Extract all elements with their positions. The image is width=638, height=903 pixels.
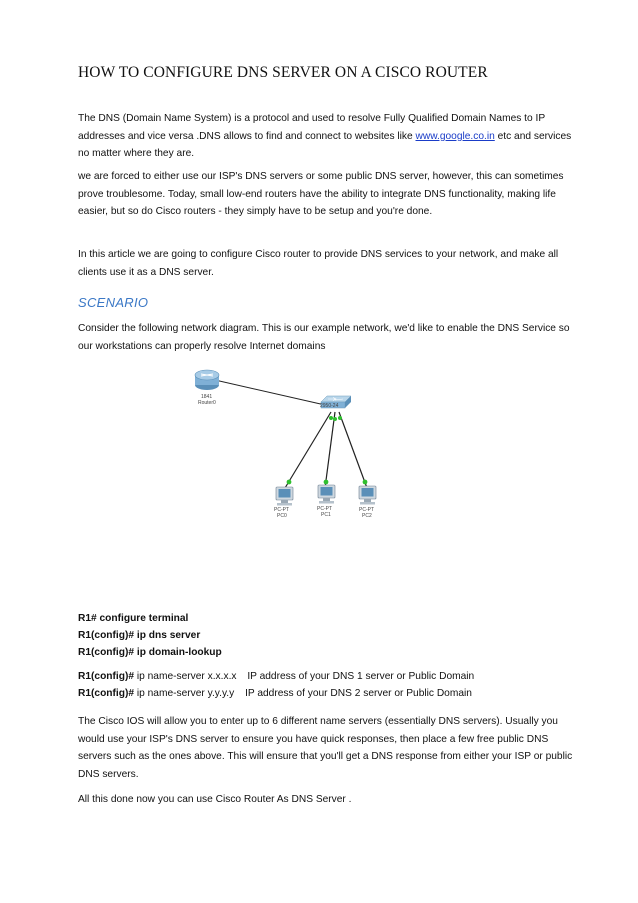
pc0-type-label: PC-PT [274,507,289,513]
router-name-label: Router0 [198,400,216,406]
switch-label: 2950-24 [320,403,339,409]
scenario-heading: SCENARIO [78,295,149,310]
link-status-dot-sw0 [329,416,333,420]
router-icon [195,370,219,390]
closing-paragraph: All this done now you can use Cisco Router As DNS Server . [78,794,352,805]
pc1-type-label: PC-PT [317,506,332,512]
command-block-1 [78,610,598,661]
intro-text-1b: etc and services no matter where they are. [78,130,572,159]
link-status-dot-pc1 [324,480,329,485]
command-block-2 [78,668,598,702]
link-switch-pc0 [285,412,331,488]
command-line: R1(config)# ip dns server [78,630,201,641]
link-switch-pc1 [325,412,335,488]
command-line: R1(config)# ip domain-lookup [78,647,222,658]
link-status-dot-pc0 [287,480,292,485]
router-model-label: 1841 [201,394,213,400]
intro-paragraph-2: we are forced to either use our ISP's DNS servers or some public DNS server, however, this can sometimes prove troublesome. Today, small low-end routers have the ability to integrate DNS functionality, making life easier, but so do Cisco routers - they simply have to be setup and you're done. [78,171,564,217]
pc2-name-label: PC2 [362,513,372,519]
pc1-icon [318,485,335,504]
command-line: R1(config)# ip name-server y.y.y.y IP address of your DNS 2 server or Public Domain [78,688,472,699]
link-status-dot-sw1 [333,417,337,421]
intro-paragraph-1 [78,110,578,163]
link-status-dot-sw2 [338,416,342,420]
link-router-switch [215,380,325,405]
link-status-dot-pc2 [363,480,368,485]
network-diagram [185,360,395,530]
google-link[interactable]: www.google.co.in [415,130,495,142]
intro-paragraph-3: In this article we are going to configure Cisco router to provide DNS services to your network, and make all clients use it as a DNS server. [78,249,559,278]
pc1-name-label: PC1 [321,512,331,518]
name-servers-paragraph: The Cisco IOS will allow you to enter up to 6 different name servers (essentially DNS servers). Usually you would use your ISP's DNS server to ensure you have quick responses, then place a few free public DNS servers such as the ones above. This will ensure that you'll get a DNS response from either your ISP or public DNS servers. [78,716,573,780]
command-line: R1(config)# ip name-server x.x.x.x IP address of your DNS 1 server or Public Domain [78,671,475,682]
page-title: HOW TO CONFIGURE DNS SERVER ON A CISCO ROUTER [78,64,488,81]
link-switch-pc2 [339,412,367,488]
pc0-name-label: PC0 [277,513,287,519]
pc2-type-label: PC-PT [359,507,374,513]
pc0-icon [276,487,293,506]
intro-text-1a: The DNS (Domain Name System) is a protocol and used to resolve Fully Qualified Domain Names to IP addresses and vice versa .DNS allows to find and connect to websites like [78,113,545,142]
command-line: R1# configure terminal [78,613,189,624]
scenario-paragraph: Consider the following network diagram. This is our example network, we'd like to enable the DNS Service so our workstations can properly resolve Internet domains [78,323,570,352]
pc2-icon [359,486,376,505]
